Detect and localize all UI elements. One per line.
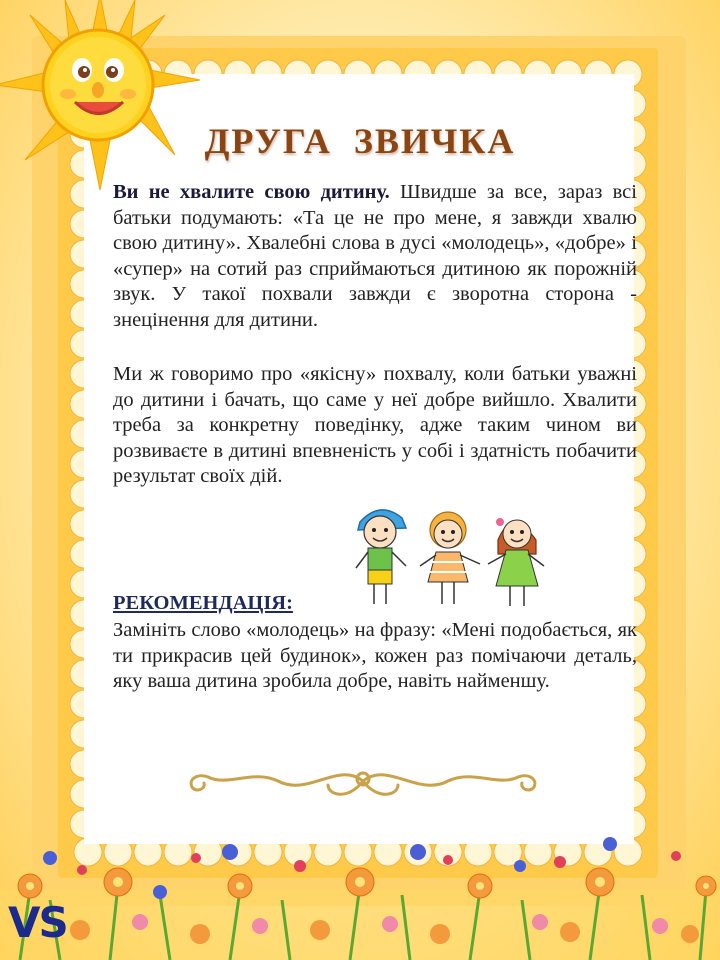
girl-figure bbox=[420, 512, 480, 604]
intro-paragraph bbox=[113, 180, 637, 334]
children-illustration bbox=[340, 500, 560, 615]
sun-icon bbox=[0, 0, 210, 200]
ornament-divider bbox=[178, 757, 548, 805]
page-title: ДРУГА ЗВИЧКА bbox=[204, 121, 516, 161]
girl-figure bbox=[488, 518, 544, 606]
intro-lead: Ви не хвалите свою дитину. bbox=[113, 181, 390, 203]
quality-praise-paragraph: Ми ж говоримо про «якісну» похвалу, коли батьки уважні до дитини і бачать, що саме у неї добре вийшло. Хвалити треба за конкретну поведінку, адже таким чином ви розвиваєте в дитині впевненість у собі і здатність побачити результат своїх дій. bbox=[113, 363, 637, 488]
recommendation-heading: РЕКОМЕНДАЦІЯ: bbox=[113, 592, 293, 614]
boy-figure bbox=[356, 510, 406, 604]
intro-body: Швидше за все, зараз всі батьки подумають: «Та це не про мене, я завжди хвалю свою дитину». Хвалебні слова в дусі «молодець», «добре» і «супер» на сотий раз сприймаються дитиною як порожній звук. У такої похвали завжди є зворотна сторона - знецінення для дитини. bbox=[113, 181, 637, 331]
watermark-logo: VS bbox=[8, 898, 67, 947]
recommendation-text: Замініть слово «молодець» на фразу: «Мені подобається, як ти прикрасив цей будинок», кожен раз помічаючи деталь, яку ваша дитина зробила добре, навіть найменшу. bbox=[113, 619, 637, 693]
flower-border bbox=[0, 830, 720, 960]
